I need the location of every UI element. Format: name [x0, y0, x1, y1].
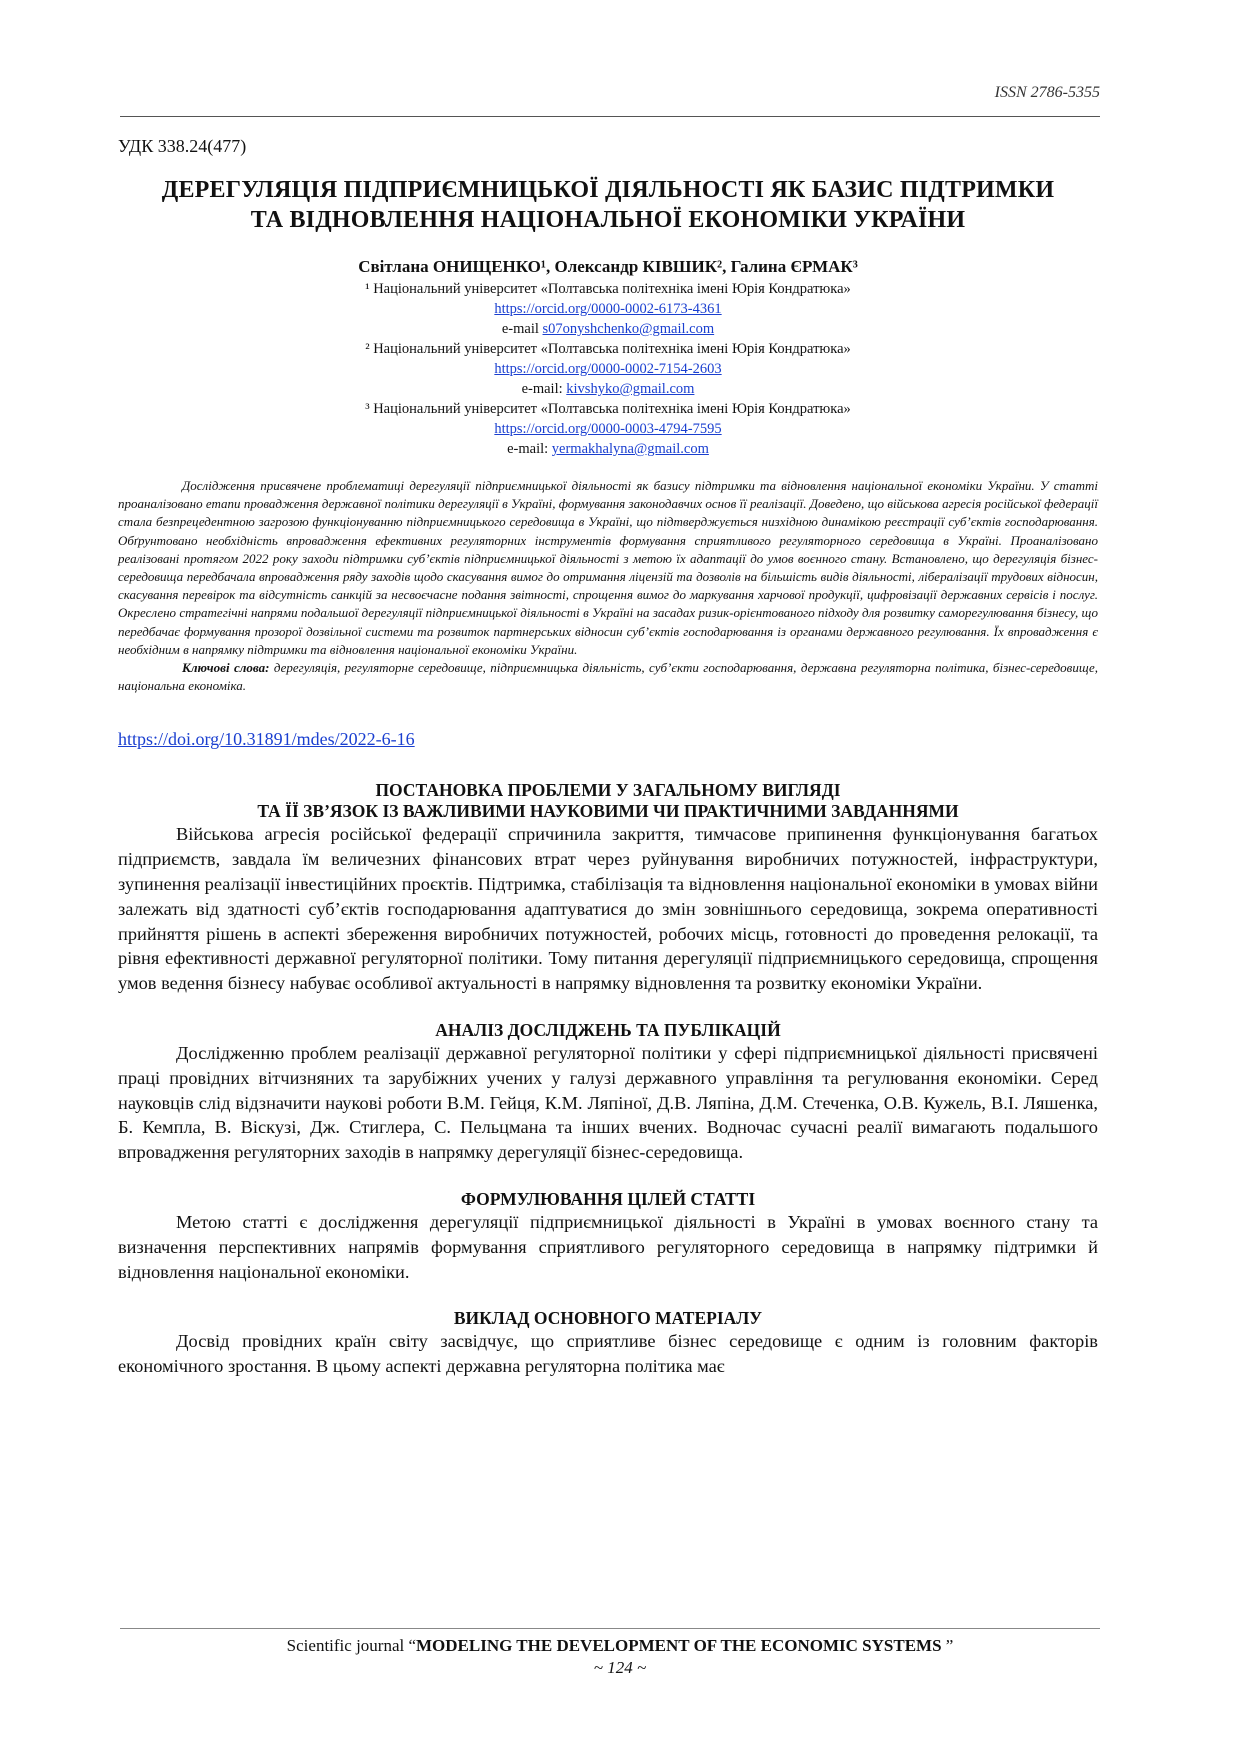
affiliation-org: ² Національний університет «Полтавська політехніка імені Юрія Кондратюка»	[365, 341, 851, 357]
section-heading	[118, 780, 1098, 822]
page-number: ~ 124 ~	[593, 1658, 647, 1677]
journal-suffix: ”	[941, 1636, 954, 1655]
title-line-1: ДЕРЕГУЛЯЦІЯ ПІДПРИЄМНИЦЬКОЇ ДІЯЛЬНОСТІ ЯК БАЗИС ПІДТРИМКИ	[161, 177, 1055, 203]
paragraph: Дослідженню проблем реалізації державної регуляторної політики у сфері підприємницької діяльності присвячені праці провідних вітчизняних та зарубіжних учених у галузі державного управління та регулювання економіки. Серед науковців слід відзначити наукові роботи В.М. Гейця, К.М. Ляпіної, Д.В. Ляпіна, Д.М. Стеченка, О.В. Кужель, В.І. Ляшенка, Б. Кемпла, В. Віскузі, Дж. Стиглера, С. Пельцмана та інших вчених. Водночас сучасні реалії вимагають подальшого впровадження регуляторних заходів в напрямку дерегуляції бізнес-середовища.	[118, 1043, 1098, 1163]
keywords: дерегуляція, регуляторне середовище, підприємницька діяльність, суб’єкти господарювання, державна регуляторна політика, бізнес-середовище, національна економіка.	[118, 660, 1098, 694]
email-label: e-mail:	[507, 441, 552, 457]
doi-line	[118, 729, 1098, 750]
udk-code: УДК 338.24(477)	[118, 136, 247, 156]
email-link[interactable]: yermakhalyna@gmail.com	[551, 441, 709, 457]
affiliation-org: ³ Національний університет «Полтавська політехніка імені Юрія Кондратюка»	[365, 401, 851, 417]
paragraph: Військова агресія російської федерації спричинила закриття, тимчасове припинення функціонування багатьох підприємств, завдала їм величезних фінансових втрат через руйнування виробничих потужностей, інфраструктури, зупинення реалізації інвестиційних проєктів. Підтримка, стабілізація та відновлення національної економіки в умовах війни залежать від здатності суб’єктів господарювання адаптуватися до змін зовнішнього середовища, зокрема оперативності прийняття рішень в аспекті збереження виробничих потужностей, робочих місць, готовності до проведення релокації, та рівня ефективності державної регуляторної політики. Тому питання дерегуляції підприємницького середовища, спрощення умов ведення бізнесу набуває особливої актуальності в напрямку відновлення та розвитку економіки України.	[118, 824, 1098, 994]
orcid-link[interactable]: https://orcid.org/0000-0002-6173-4361	[494, 301, 722, 317]
paragraph: Досвід провідних країн світу засвідчує, що сприятливе бізнес середовище є одним із головним факторів економічного зростання. В цьому аспекті державна регуляторна політика має	[118, 1331, 1098, 1377]
footer-divider	[120, 1628, 1100, 1629]
section-heading-line-2: ТА ЇЇ ЗВ’ЯЗОК ІЗ ВАЖЛИВИМИ НАУКОВИМИ ЧИ ПРАКТИЧНИМИ ЗАВДАННЯМИ	[257, 801, 959, 822]
abstract-text: Дослідження присвячене проблематиці дерегуляції підприємницької діяльності як базису підтримки та відновлення національної економіки України. У статті проаналізовано етапи провадження державної політики дерегуляції в Україні, формування законодавчих основ її реалізації. Доведено, що військова агресія російської федерації стала безпрецедентною загрозою функціонуванню підприємницького середовища в Україні, що підтверджується низхідною динамікою реєстрації суб’єктів господарювання. Обґрунтовано необхідність впровадження ефективних регуляторних інструментів формування сприятливого регуляторного середовища в Україні. Проаналізовано реалізовані протягом 2022 року заходи підтримки суб’єктів підприємницької діяльності з метою їх адаптації до умов воєнного стану. Встановлено, що дерегуляція бізнес-середовища передбачала впровадження ряду заходів щодо скасування вимог до отримання ліцензій та дозволів на більшість видів діяльності, лібералізації трудових відносин, скасування перевірок та відсутність санкцій за несвоєчасне подання звітності, спрощення вимог до маркування харчової продукції, цифровізації державних сервісів і послуг. Окреслено стратегічні напрями подальшої дерегуляції підприємницької діяльності в Україні на засадах ризик-орієнтованого підходу для розвитку саморегулювання бізнесу, що передбачає формування прозорої дозвільної системи та розвиток партнерських відносин суб’єктів господарювання із органами державного регулювання. Їх впровадження є необхідним в напрямку підтримки та відновлення національної економіки України.	[118, 478, 1098, 657]
email-label: e-mail:	[521, 381, 567, 397]
journal-line	[0, 1635, 1240, 1657]
abstract	[118, 477, 1098, 695]
footer	[0, 1635, 1240, 1679]
section-body	[118, 1210, 1098, 1284]
article-title	[118, 175, 1098, 235]
authors: Світлана ОНИЩЕНКО¹, Олександр КІВШИК², Галина ЄРМАК³	[358, 257, 858, 276]
affiliation-2	[118, 339, 1098, 399]
section-heading: ФОРМУЛЮВАННЯ ЦІЛЕЙ СТАТТІ	[460, 1189, 756, 1209]
email-link[interactable]: kivshyko@gmail.com	[566, 381, 695, 397]
affiliation-3	[118, 399, 1098, 459]
keywords-label: Ключові слова:	[182, 660, 270, 676]
section-body	[118, 1041, 1098, 1165]
section-heading: ВИКЛАД ОСНОВНОГО МАТЕРІАЛУ	[453, 1308, 763, 1329]
email-label: e-mail	[501, 321, 543, 337]
keywords-paragraph	[118, 659, 1098, 695]
email-link[interactable]: s07onyshchenko@gmail.com	[542, 321, 715, 337]
affiliation-org: ¹ Національний університет «Полтавська політехніка імені Юрія Кондратюка»	[365, 281, 851, 297]
orcid-link[interactable]: https://orcid.org/0000-0002-7154-2603	[494, 361, 722, 377]
doi-link[interactable]: https://doi.org/10.31891/mdes/2022-6-16	[118, 729, 415, 750]
section-heading: АНАЛІЗ ДОСЛІДЖЕНЬ ТА ПУБЛІКАЦІЙ	[435, 1020, 781, 1041]
article-content	[118, 136, 1098, 1379]
issn-header: ISSN 2786-5355	[994, 84, 1100, 101]
header-divider	[120, 116, 1100, 117]
section-heading-line-1: ПОСТАНОВКА ПРОБЛЕМИ У ЗАГАЛЬНОМУ ВИГЛЯДІ	[375, 780, 841, 801]
section-body	[118, 822, 1098, 996]
section-body	[118, 1329, 1098, 1379]
paragraph: Метою статті є дослідження дерегуляції підприємницької діяльності в Україні в умовах воєнного стану та визначення перспективних напрямів формування сприятливого регуляторного середовища в напрямку підтримки й відновлення національної економіки.	[118, 1212, 1098, 1282]
orcid-link[interactable]: https://orcid.org/0000-0003-4794-7595	[494, 421, 722, 437]
title-line-2: ТА ВІДНОВЛЕННЯ НАЦІОНАЛЬНОЇ ЕКОНОМІКИ УКРАЇНИ	[250, 207, 966, 233]
journal-prefix: Scientific journal “	[286, 1636, 417, 1655]
affiliation-1	[118, 279, 1098, 339]
journal-name: MODELING THE DEVELOPMENT OF THE ECONOMIC SYSTEMS	[416, 1636, 942, 1655]
